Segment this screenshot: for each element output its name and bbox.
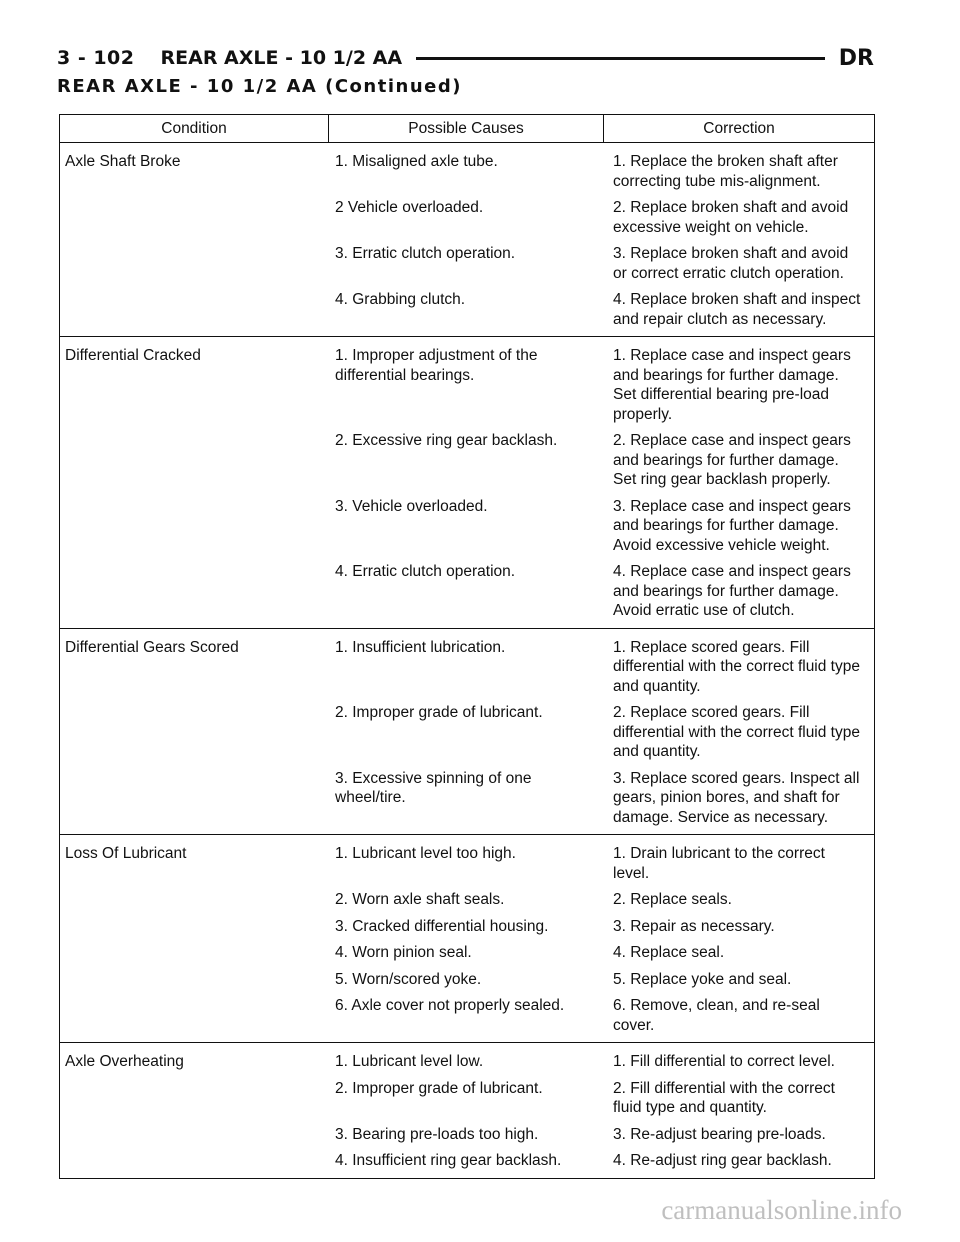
condition-group (60, 835, 874, 1043)
condition-cell (60, 970, 331, 990)
cause-cell: 3. Bearing pre-loads too high. (335, 1125, 539, 1143)
table-row (60, 431, 874, 490)
table-row (60, 769, 874, 828)
correction-cell: 3. Re-adjust bearing pre-loads. (613, 1125, 826, 1143)
condition-cell (60, 198, 331, 237)
table-row (60, 1125, 874, 1145)
correction-cell: 1. Replace case and inspect gears and bearings for further damage. Set differential bearing pre-load properly. (613, 347, 851, 423)
page-number: 3 - 102 (57, 47, 135, 69)
condition-group (60, 1043, 874, 1171)
table-row (60, 346, 874, 424)
page-subtitle: REAR AXLE - 10 1/2 AA (Continued) (57, 76, 462, 97)
table-row (60, 562, 874, 621)
correction-cell: 1. Replace the broken shaft after correcting tube mis-alignment. (613, 153, 838, 190)
cause-cell: 1. Improper adjustment of the differential bearings. (335, 347, 538, 384)
table-row (60, 1079, 874, 1118)
correction-cell: 1. Drain lubricant to the correct level. (613, 845, 825, 882)
header-rule (416, 57, 825, 60)
correction-cell: 1. Fill differential to correct level. (613, 1053, 835, 1070)
cause-cell: 2. Improper grade of lubricant. (335, 1079, 543, 1097)
correction-cell: 3. Repair as necessary. (613, 917, 775, 935)
cause-cell: 4. Insufficient ring gear backlash. (335, 1152, 562, 1169)
condition-group (60, 337, 874, 629)
cause-cell: 2. Excessive ring gear backlash. (335, 432, 558, 449)
table-row (60, 890, 874, 910)
condition-group (60, 629, 874, 836)
table-row (60, 943, 874, 963)
table-row (60, 1151, 874, 1171)
table-row (60, 497, 874, 556)
cause-cell: 6. Axle cover not properly sealed. (335, 997, 565, 1014)
condition-cell (60, 244, 331, 283)
condition-cell (60, 1125, 331, 1145)
table-row (60, 703, 874, 762)
condition-cell (60, 943, 331, 963)
cause-cell: 1. Misaligned axle tube. (335, 153, 498, 170)
column-header-correction: Correction (603, 115, 874, 142)
condition-cell (60, 497, 331, 556)
cause-cell: 5. Worn/scored yoke. (335, 970, 482, 988)
cause-cell: 3. Erratic clutch operation. (335, 245, 516, 262)
condition-group (60, 143, 874, 337)
diagnosis-table (59, 114, 875, 1179)
cause-cell: 1. Insufficient lubrication. (335, 638, 506, 656)
section-title: REAR AXLE - 10 1/2 AA (160, 47, 403, 69)
table-row (60, 244, 874, 283)
table-body (60, 143, 874, 1171)
correction-cell: 3. Replace case and inspect gears and bearings for further damage. Avoid excessive vehicle weight. (613, 497, 851, 554)
cause-cell: 4. Worn pinion seal. (335, 944, 472, 961)
condition-cell: Axle Overheating (65, 1053, 184, 1070)
column-header-condition: Condition (161, 120, 227, 137)
correction-cell: 5. Replace yoke and seal. (613, 970, 792, 988)
correction-cell: 4. Replace case and inspect gears and bearings for further damage. Avoid erratic use of clutch. (613, 563, 851, 619)
condition-cell (60, 1079, 331, 1118)
condition-cell: Differential Gears Scored (65, 638, 239, 656)
condition-cell: Axle Shaft Broke (65, 153, 181, 170)
correction-cell: 2. Replace broken shaft and avoid excessive weight on vehicle. (613, 199, 849, 236)
condition-cell (60, 769, 331, 828)
table-row (60, 996, 874, 1035)
cause-cell: 1. Lubricant level low. (335, 1053, 484, 1070)
table-row (60, 290, 874, 329)
cause-cell: 3. Cracked differential housing. (335, 917, 549, 935)
condition-cell (60, 431, 331, 490)
table-row (60, 198, 874, 237)
cause-cell: 2 Vehicle overloaded. (335, 199, 484, 216)
correction-cell: 2. Replace scored gears. Fill differential with the correct fluid type and quantity. (613, 704, 860, 760)
cause-cell: 4. Erratic clutch operation. (335, 563, 516, 580)
condition-cell (60, 703, 331, 762)
condition-cell (60, 996, 331, 1035)
cause-cell: 2. Improper grade of lubricant. (335, 704, 543, 721)
correction-cell: 1. Replace scored gears. Fill differential with the correct fluid type and quantity. (613, 638, 860, 695)
table-row (60, 917, 874, 937)
page-header (57, 44, 874, 72)
correction-cell: 2. Replace seals. (613, 891, 732, 908)
cause-cell: 3. Vehicle overloaded. (335, 497, 488, 515)
table-row (60, 638, 874, 697)
cause-cell: 4. Grabbing clutch. (335, 291, 466, 308)
table-row (60, 844, 874, 883)
condition-cell (60, 290, 331, 329)
table-row (60, 970, 874, 990)
model-code: DR (838, 45, 874, 71)
cause-cell: 2. Worn axle shaft seals. (335, 891, 505, 908)
table-row (60, 1052, 874, 1072)
correction-cell: 4. Replace seal. (613, 944, 725, 961)
condition-cell (60, 562, 331, 621)
correction-cell: 3. Replace broken shaft and avoid or correct erratic clutch operation. (613, 245, 849, 282)
correction-cell: 2. Replace case and inspect gears and bearings for further damage. Set ring gear backlash properly. (613, 432, 851, 488)
condition-cell (60, 890, 331, 910)
watermark: carmanualsonline.info (661, 1195, 902, 1225)
correction-cell: 3. Replace scored gears. Inspect all gears, pinion bores, and shaft for damage. Service as necessary. (613, 769, 860, 826)
correction-cell: 2. Fill differential with the correct fluid type and quantity. (613, 1079, 835, 1116)
column-header-causes: Possible Causes (328, 115, 603, 142)
condition-cell: Differential Cracked (65, 347, 201, 364)
correction-cell: 6. Remove, clean, and re-seal cover. (613, 997, 820, 1034)
table-row (60, 152, 874, 191)
cause-cell: 1. Lubricant level too high. (335, 845, 516, 862)
condition-cell: Loss Of Lubricant (65, 845, 187, 862)
cause-cell: 3. Excessive spinning of one wheel/tire. (335, 769, 532, 806)
table-header (60, 115, 874, 143)
condition-cell (60, 1151, 331, 1171)
correction-cell: 4. Re-adjust ring gear backlash. (613, 1152, 832, 1169)
condition-cell (60, 917, 331, 937)
correction-cell: 4. Replace broken shaft and inspect and repair clutch as necessary. (613, 291, 861, 328)
